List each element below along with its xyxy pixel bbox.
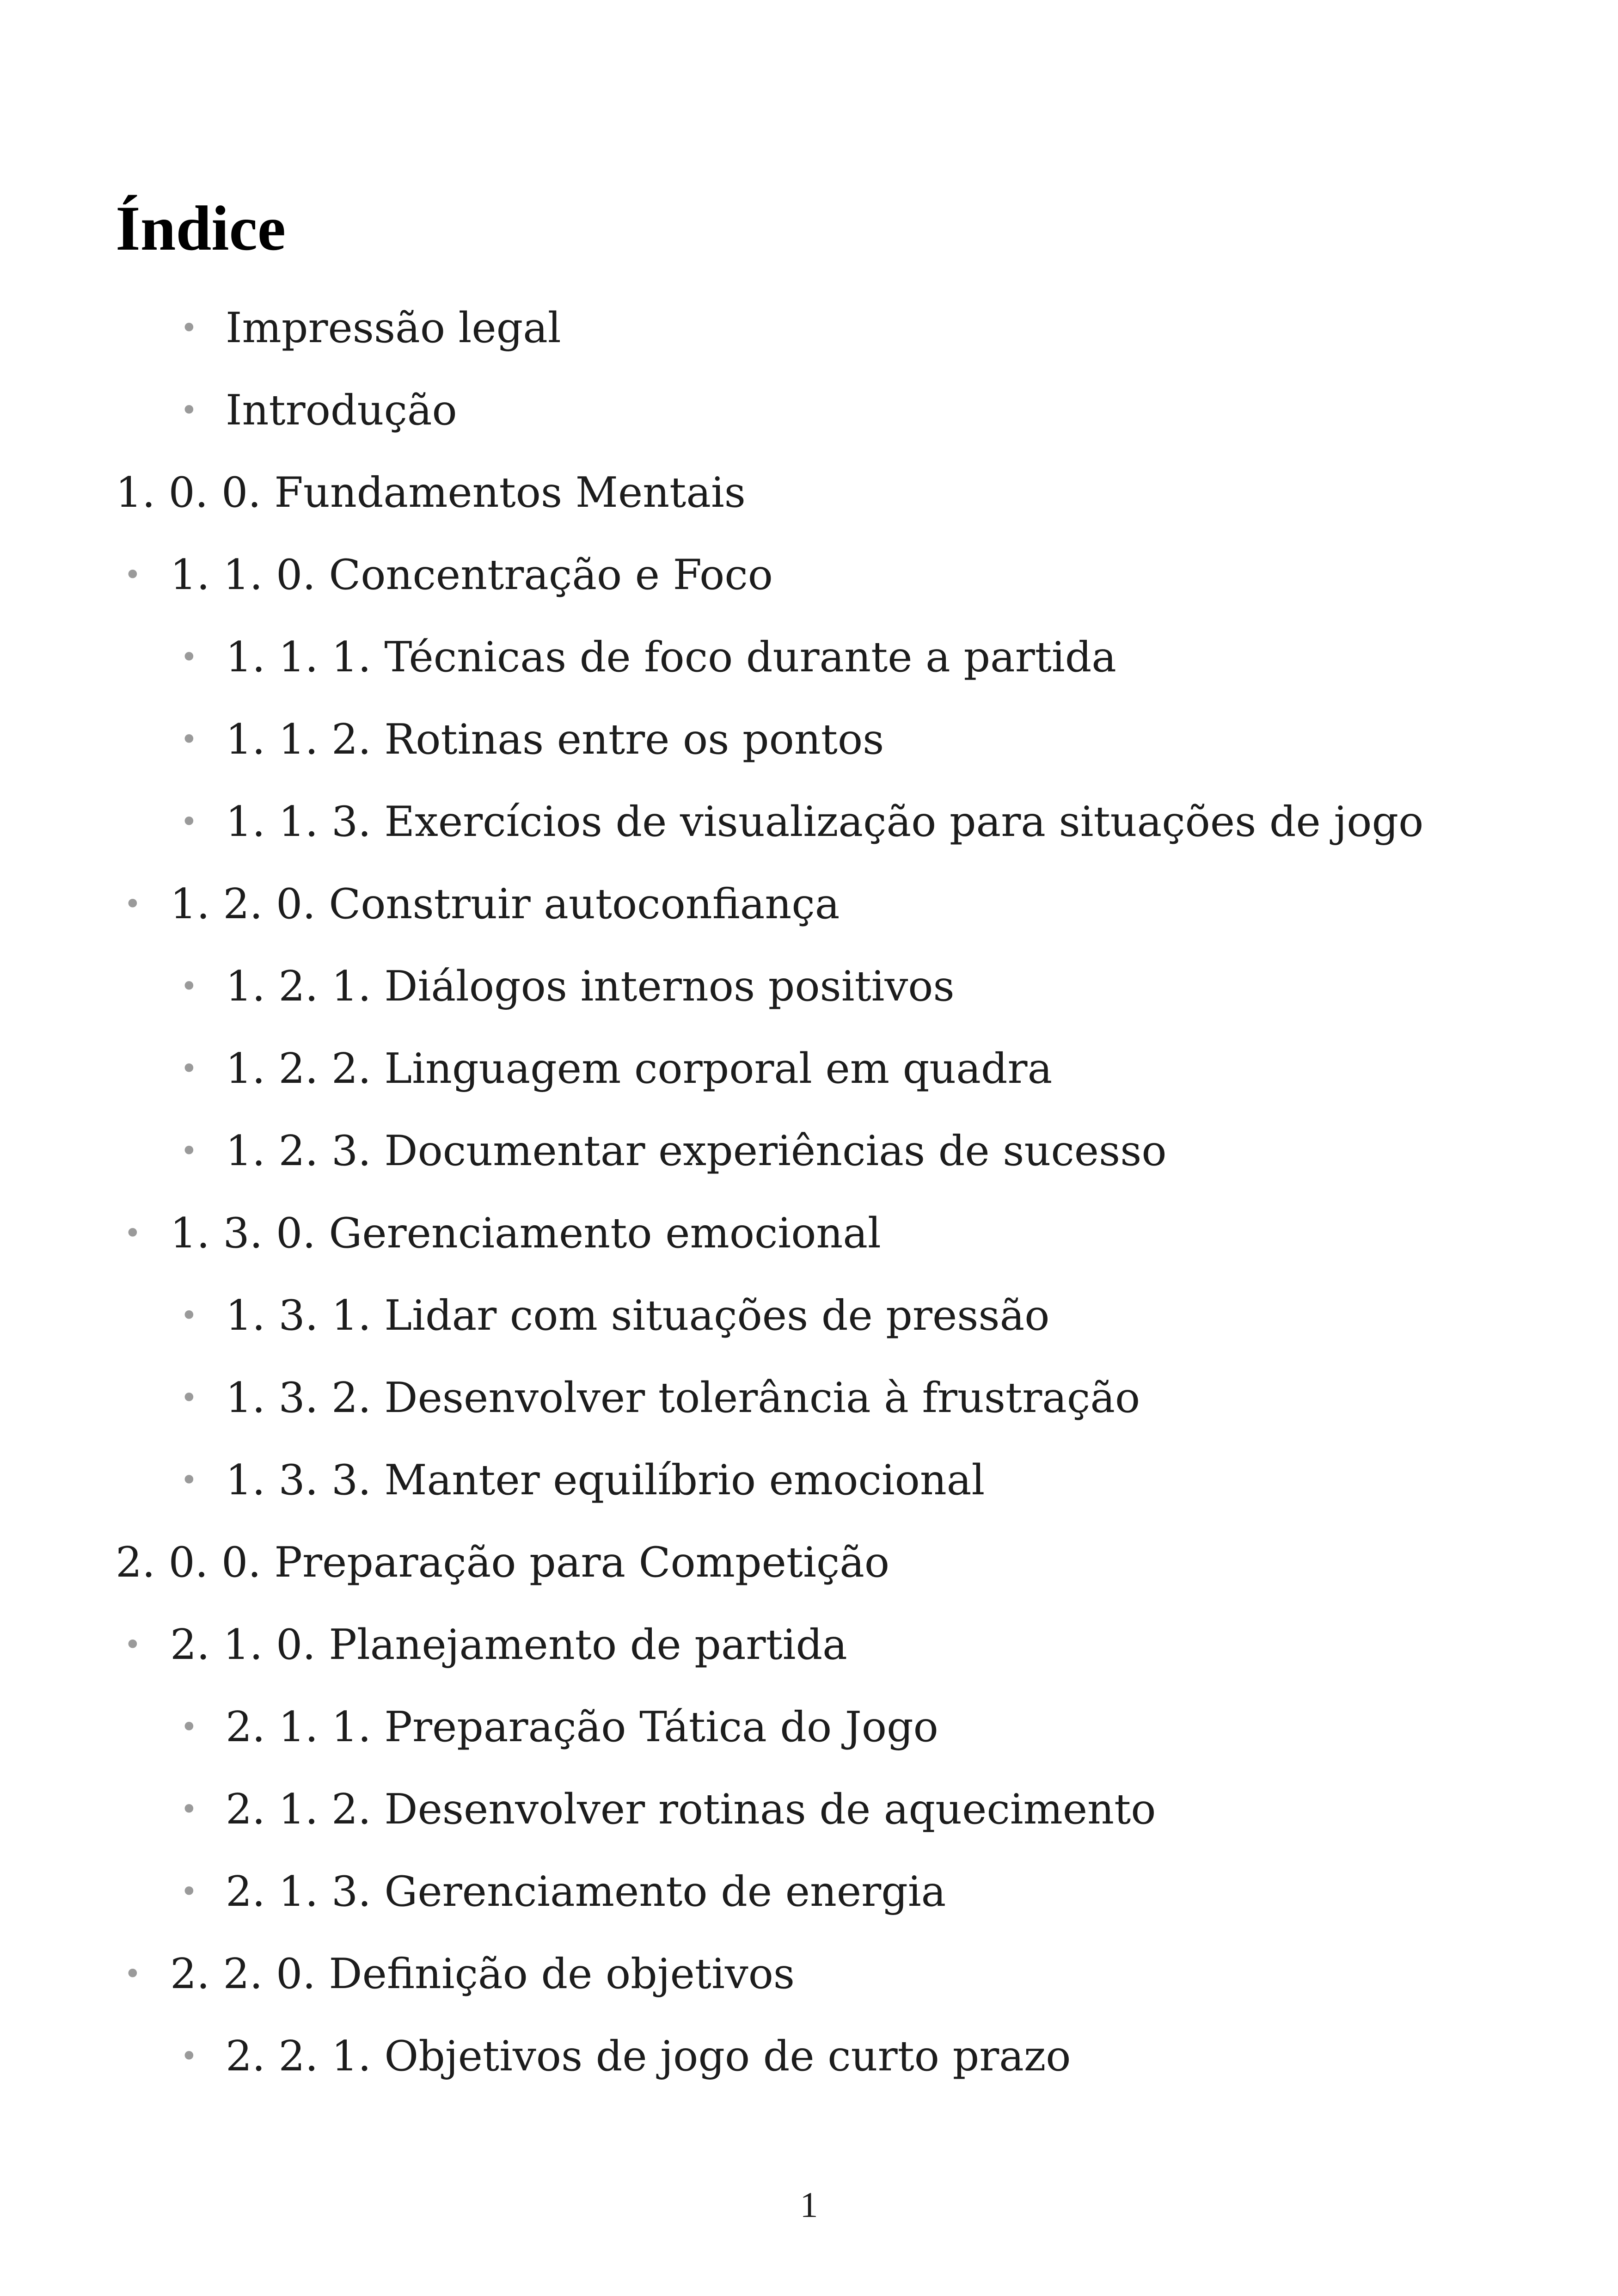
bullet-icon: • [180, 2039, 198, 2074]
toc-entry-label: Introdução [226, 386, 457, 435]
bullet-icon: • [180, 1710, 198, 1744]
toc-entry-label: 2. 1. 1. Preparação Tática do Jogo [226, 1703, 938, 1751]
toc-entry-label: 1. 2. 1. Diálogos internos positivos [226, 962, 955, 1011]
bullet-icon: • [180, 1299, 198, 1333]
bullet-icon: • [124, 1216, 141, 1251]
toc-entry-label: 1. 1. 2. Rotinas entre os pontos [226, 715, 884, 764]
page-title: Índice [116, 193, 286, 264]
bullet-icon: • [180, 805, 198, 839]
bullet-icon: • [180, 1134, 198, 1168]
bullet-icon: • [124, 1957, 141, 1991]
bullet-icon: • [180, 723, 198, 757]
toc-entry-label: 1. 1. 3. Exercícios de visualização para situações de jogo [226, 798, 1424, 846]
toc-entry-label: 1. 1. 0. Concentração e Foco [170, 551, 773, 599]
toc-entry-label: 1. 2. 2. Linguagem corporal em quadra [226, 1044, 1053, 1093]
toc-entry-label: 1. 2. 3. Documentar experiências de sucesso [226, 1127, 1167, 1175]
toc-entry-label: 1. 3. 0. Gerenciamento emocional [170, 1209, 881, 1258]
toc-entry-label: 2. 1. 0. Planejamento de partida [170, 1621, 847, 1669]
toc-entry-label: 1. 3. 2. Desenvolver tolerância à frustração [226, 1374, 1140, 1422]
bullet-icon: • [124, 558, 141, 592]
toc-entry-label: 1. 0. 0. Fundamentos Mentais [116, 468, 746, 517]
bullet-icon: • [180, 640, 198, 675]
toc-entry-label: 1. 3. 3. Manter equilíbrio emocional [226, 1456, 985, 1504]
toc-entry-label: 2. 2. 0. Definição de objetivos [170, 1950, 795, 1998]
bullet-icon: • [180, 970, 198, 1004]
bullet-icon: • [180, 1793, 198, 1827]
toc-entry-label: 2. 2. 1. Objetivos de jogo de curto prazo [226, 2032, 1071, 2081]
bullet-icon: • [180, 1381, 198, 1415]
toc-entry-label: 2. 1. 3. Gerenciamento de energia [226, 1867, 946, 1916]
bullet-icon: • [180, 1052, 198, 1086]
bullet-icon: • [180, 1463, 198, 1498]
bullet-icon: • [180, 393, 198, 428]
toc-entry-label: Impressão legal [226, 304, 561, 352]
toc-entry-label: 2. 1. 2. Desenvolver rotinas de aquecimento [226, 1785, 1156, 1834]
bullet-icon: • [180, 311, 198, 345]
toc-entry-label: 1. 2. 0. Construir autoconfiança [170, 880, 840, 928]
bullet-icon: • [124, 1628, 141, 1662]
toc-entry-label: 1. 3. 1. Lidar com situações de pressão [226, 1291, 1050, 1340]
toc-entry-label: 2. 0. 0. Preparação para Competição [116, 1538, 890, 1587]
toc-entry-label: 1. 1. 1. Técnicas de foco durante a partida [226, 633, 1116, 681]
bullet-icon: • [180, 1875, 198, 1909]
page-number: 1 [800, 2185, 818, 2225]
bullet-icon: • [124, 887, 141, 921]
